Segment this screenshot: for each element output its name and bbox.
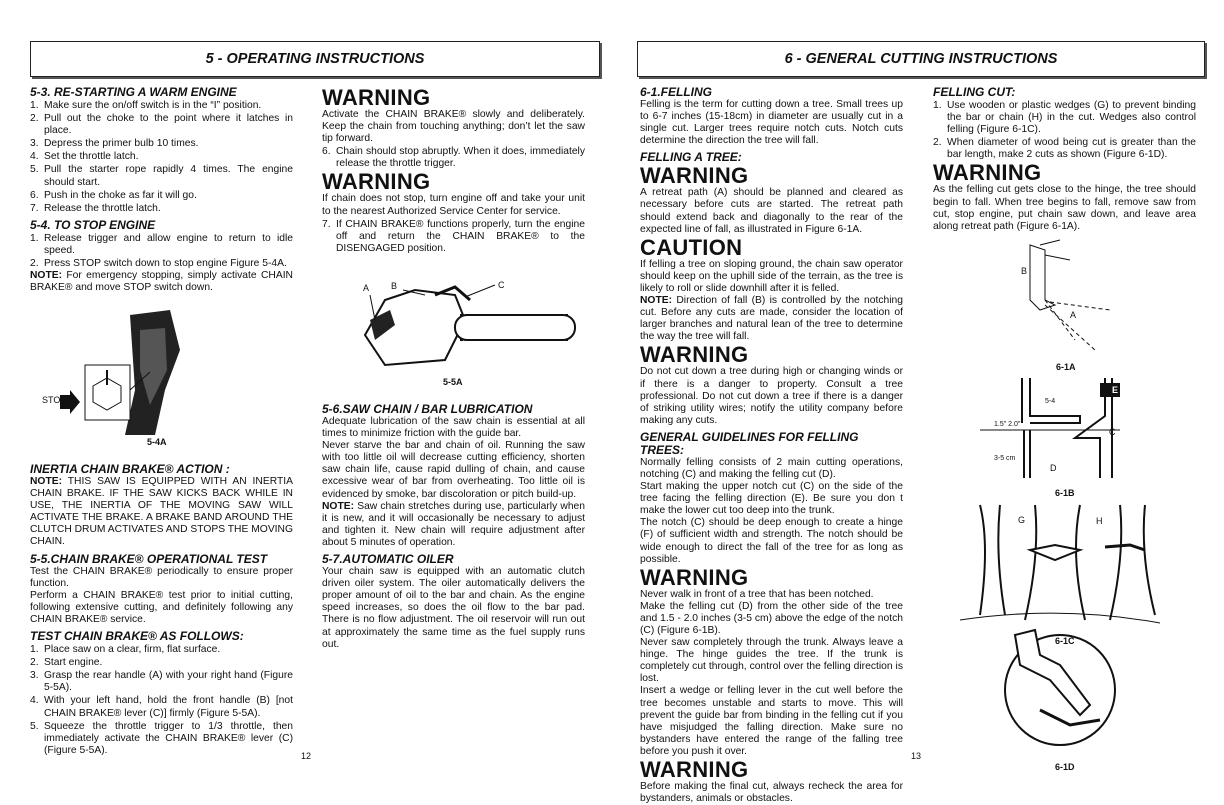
- warning-heading: WARNING: [640, 757, 749, 783]
- label-b: B: [1021, 266, 1028, 276]
- list-item: [933, 100, 1196, 136]
- list-text: Release trigger and allow engine to return to idle speed.: [44, 232, 293, 256]
- paragraph: Perform a CHAIN BRAKE® test prior to initial cutting, following extensive cutting, and definitely following any CHAIN BRAKE® service.: [30, 589, 293, 625]
- paragraph: The notch (C) should be deep enough to create a hinge (F) of sufficient width and strength. The notch should be wide enough to direct the fall of the tree for as long as possible.: [640, 517, 903, 565]
- figure-caption-5-4a: 5-4A: [147, 437, 167, 447]
- section-heading: FELLING A TREE:: [640, 150, 742, 165]
- note-text: For emergency stopping, simply activate CHAIN BRAKE® and move STOP switch down.: [30, 270, 293, 294]
- warning-heading: WARNING: [640, 564, 749, 590]
- figure-caption-5-5a: 5-5A: [443, 377, 463, 387]
- list-text: Set the throttle latch.: [44, 151, 139, 163]
- list-number: 7.: [30, 202, 39, 214]
- label-1-5-2-0-in: 1.5" 2.0": [994, 421, 1021, 428]
- list-item: [30, 670, 293, 694]
- paragraph: Before making the final cut, always recheck the area for bystanders, animals or obstacles.: [640, 781, 903, 805]
- figure-caption-6-1c: 6-1C: [1055, 636, 1075, 646]
- note-label: NOTE:: [640, 295, 673, 307]
- list-number: 2.: [30, 657, 39, 669]
- label-3-5-cm: 3-5 cm: [994, 455, 1016, 462]
- label-b: B: [391, 281, 398, 291]
- left-page-title: 5 - OPERATING INSTRUCTIONS: [30, 41, 600, 77]
- list-text: Place saw on a clear, firm, flat surface.: [44, 644, 221, 656]
- figure-5-4a-stop-switch: [55, 310, 255, 440]
- list-text: When diameter of wood being cut is greater than the bar length, make 2 cuts as shown (Figure 6-1D).: [947, 137, 1196, 161]
- list-item: [30, 203, 293, 215]
- label-5-4: 5-4: [1045, 398, 1056, 405]
- section-heading: 5-6.SAW CHAIN / BAR LUBRICATION: [322, 402, 533, 416]
- label-c: C: [1109, 427, 1116, 437]
- list-text: Make sure the on/off switch is in the “I” position.: [44, 100, 262, 111]
- figure-6-1a-retreat-path: [1000, 240, 1140, 355]
- paragraph: Never starve the bar and chain of oil. Running the saw with too little oil will decrease cutting efficiency, shorten saw chain life, cause rapid dulling of chain, and cause excessive wear of bar from overheating. Too little oil is evidenced by smoke, bar discoloration or pitch build-up.: [322, 440, 585, 500]
- list-number: 7.: [322, 218, 331, 230]
- stop-label: STOP: [42, 395, 67, 405]
- list-text: Pull the starter rope rapidly 4 times. The engine should start.: [44, 164, 293, 188]
- note-label: NOTE:: [30, 476, 63, 487]
- list-number: 4.: [30, 151, 39, 163]
- paragraph: Activate the CHAIN BRAKE® slowly and deliberately. Keep the chain from touching anything; don’t let the saw tip forward.: [322, 109, 585, 145]
- list-item: [322, 146, 585, 170]
- label-c: C: [498, 280, 505, 290]
- list-item: [30, 644, 293, 656]
- note-paragraph: [640, 295, 903, 343]
- note-paragraph: [30, 270, 293, 294]
- paragraph: Insert a wedge or felling lever in the cut well before the tree becomes unstable and starts to move. This will prevent the guide bar from binding in the felling cut if you have misjudged the falling direction. Make sure no bystanders have entered the range of the falling tree before you push it over.: [640, 685, 903, 757]
- list-item: [30, 138, 293, 150]
- list-item: [30, 657, 293, 669]
- paragraph: If chain does not stop, turn engine off and take your unit to the nearest Authorized Service Center for service.: [322, 193, 585, 217]
- paragraph: Your chain saw is equipped with an automatic clutch driven oiler system. The oiler automatically delivers the proper amount of oil to the bar and chain. As the engine speed increases, so does the oil flow to the bar pad. There is no flow adjustment. The oil reservoir will run out at approximately the same time as the fuel supply runs out.: [322, 566, 585, 650]
- list-text: Pull out the choke to the point where it latches in place.: [44, 113, 293, 137]
- list-number: 5.: [30, 164, 39, 176]
- paragraph: Test the CHAIN BRAKE® periodically to ensure proper function.: [30, 565, 293, 589]
- list-number: 6.: [30, 189, 39, 201]
- list-number: 2.: [30, 258, 39, 270]
- list-text: Start engine.: [44, 657, 103, 669]
- section-heading: INERTIA CHAIN BRAKE® ACTION :: [30, 462, 230, 476]
- note-label: NOTE:: [322, 500, 355, 512]
- page-number: 13: [911, 751, 922, 761]
- page-number: 12: [301, 751, 312, 761]
- list-number: 1.: [30, 644, 39, 656]
- list-item: [30, 258, 293, 270]
- figure-caption-6-1a: 6-1A: [1056, 362, 1076, 372]
- list-item: [30, 233, 293, 257]
- left-col2-top: [322, 86, 585, 255]
- label-e: E: [1112, 385, 1119, 395]
- paragraph: Normally felling consists of 2 main cutting operations, notching (C) and making the felling cut (D).: [640, 456, 903, 480]
- label-d: D: [1050, 463, 1057, 473]
- paragraph: Never saw completely through the trunk. Always leave a hinge. The hinge guides the tree. If the trunk is completely cut through, control over the felling direction is lost.: [640, 637, 903, 685]
- right-page-title: 6 - GENERAL CUTTING INSTRUCTIONS: [637, 41, 1205, 77]
- list-text: Grasp the rear handle (A) with your right hand (Figure 5-5A).: [44, 670, 293, 694]
- list-text: Use wooden or plastic wedges (G) to prevent binding the bar or chain (H) in the cut. Wedges also control felling (Figure 6-1C).: [947, 100, 1196, 136]
- figure-5-5a-chainsaw: [345, 265, 585, 375]
- section-heading: 5-5.CHAIN BRAKE® OPERATIONAL TEST: [30, 551, 268, 566]
- section-heading: FELLING CUT:: [933, 85, 1016, 99]
- section-heading: 5-4. TO STOP ENGINE: [30, 217, 156, 232]
- list-item: [30, 695, 293, 719]
- paragraph: Do not cut down a tree during high or changing winds or if there is a danger to property. Consult a tree professional. Do not cut down a tree if there is a danger of striking utility wires; notify the utility company before making any cuts.: [640, 366, 903, 426]
- list-text: Squeeze the throttle trigger to 1/3 throttle, then immediately activate the CHAIN BRAKE® lever (C) (Figure 5-5A).: [44, 720, 293, 756]
- section-heading: TEST CHAIN BRAKE® AS FOLLOWS:: [30, 629, 244, 644]
- list-item: [322, 219, 585, 255]
- right-col2: [933, 86, 1196, 233]
- list-number: 1.: [30, 232, 39, 244]
- note-paragraph: [30, 476, 293, 549]
- paragraph: Never walk in front of a tree that has been notched.: [640, 588, 874, 600]
- warning-heading: WARNING: [322, 85, 431, 110]
- list-number: 1.: [933, 100, 942, 111]
- note-label: NOTE:: [30, 270, 63, 282]
- right-col1: [640, 86, 903, 805]
- list-text: Press STOP switch down to stop engine Figure 5-4A.: [44, 258, 287, 270]
- list-item: [30, 113, 293, 137]
- list-number: 5.: [30, 720, 39, 732]
- paragraph: As the felling cut gets close to the hinge, the tree should begin to fall. When tree begins to fall, remove saw from cut, stop engine, put chain saw down, and leave area along retreat path (Figure 6-1A).: [933, 184, 1196, 232]
- warning-heading: CAUTION: [640, 234, 743, 260]
- figure-6-1c-wedges: [960, 505, 1160, 630]
- list-number: 4.: [30, 695, 39, 707]
- paragraph: Adequate lubrication of the saw chain is essential at all times to minimize friction with the guide bar.: [322, 416, 585, 440]
- list-text: Push in the choke as far it will go.: [44, 189, 197, 201]
- list-number: 3.: [30, 138, 39, 150]
- label-h: H: [1096, 516, 1103, 526]
- list-text: Depress the primer bulb 10 times.: [44, 138, 199, 150]
- list-item: [30, 100, 293, 112]
- list-text: If CHAIN BRAKE® functions properly, turn the engine off and return the CHAIN BRAKE® to the DISENGAGED position.: [336, 218, 585, 254]
- left-col1-bottom: [30, 463, 293, 757]
- warning-heading: WARNING: [640, 163, 749, 189]
- figure-6-1d-two-cuts: [1000, 625, 1120, 755]
- paragraph: A retreat path (A) should be planned and cleared as necessary before cuts are started. The retreat path should extend back and diagonally to the rear of the expected line of fall, as illustrated in Figure 6-1A.: [640, 187, 903, 235]
- paragraph: Start making the upper notch cut (C) on the side of the tree facing the felling direction (E). Be sure you don t make the lower cut too deep into the trunk.: [640, 481, 903, 517]
- label-a: A: [1070, 310, 1077, 320]
- list-item: [30, 164, 293, 188]
- warning-heading: WARNING: [322, 169, 431, 195]
- list-number: 2.: [933, 137, 942, 149]
- section-heading: GENERAL GUIDELINES FOR FELLING TREES:: [640, 429, 859, 457]
- note-text: Saw chain stretches during use, particularly when it is new, and it will occasionally be necessary to adjust and tighten it. New chain will require adjustment after about 5 minutes of operation.: [322, 500, 585, 548]
- figure-caption-6-1b: 6-1B: [1055, 488, 1075, 498]
- list-item: [30, 151, 293, 163]
- list-number: 3.: [30, 670, 39, 682]
- section-heading: 5-3. RE-STARTING A WARM ENGINE: [30, 85, 237, 99]
- list-number: 6.: [322, 146, 331, 158]
- paragraph: Felling is the term for cutting down a tree. Small trees up to 6-7 inches (15-18cm) in diameter are usually cut in a single cut. Larger trees require notch cuts. Notch cuts determine the direction the tree will fall.: [640, 99, 903, 147]
- paragraph: Make the felling cut (D) from the other side of the tree and 1.5 - 2.0 inches (3-5 cm) above the edge of the notch (C) (Figure 6-1B).: [640, 600, 903, 636]
- section-heading: 5-7.AUTOMATIC OILER: [322, 552, 454, 567]
- list-item: [30, 721, 293, 757]
- left-col2-bottom: [322, 403, 585, 651]
- list-number: 2.: [30, 113, 39, 125]
- section-heading: 6-1.FELLING: [640, 85, 713, 99]
- figure-caption-6-1d: 6-1D: [1055, 762, 1075, 772]
- list-text: Release the throttle latch.: [44, 202, 161, 214]
- left-col1-top: [30, 86, 293, 294]
- note-text: THIS SAW IS EQUIPPED WITH AN INERTIA CHAIN BRAKE. IF THE SAW KICKS BACK WHILE IN USE, THE INERTIA OF THE MOVING SAW WILL ACTIVATE THE BRAKE. A BRAKE BAND AROUND THE CLUTCH DRUM ACTIVATES AND STOPS THE MOVING CHAIN.: [30, 476, 293, 548]
- note-paragraph: [322, 501, 585, 549]
- list-item: [30, 190, 293, 202]
- note-text: Direction of fall (B) is controlled by the notching cut. Before any cuts are made, consider the location of larger branches and natural lean of the tree to determine the way the tree will fall.: [640, 295, 903, 343]
- warning-heading: WARNING: [933, 160, 1042, 186]
- label-a: A: [363, 283, 370, 293]
- list-item: [933, 137, 1196, 161]
- paragraph: If felling a tree on sloping ground, the chain saw operator should keep on the uphill side of the terrain, as the tree is likely to roll or slide downhill after it is felled.: [640, 258, 903, 294]
- warning-heading: WARNING: [640, 342, 749, 368]
- list-text: With your left hand, hold the front handle (B) [not CHAIN BRAKE® lever (C)] firmly (Figure 5-5A).: [44, 695, 293, 719]
- label-g: G: [1018, 515, 1026, 525]
- list-text: Chain should stop abruptly. When it does, immediately release the throttle trigger.: [336, 146, 585, 170]
- list-number: 1.: [30, 100, 39, 111]
